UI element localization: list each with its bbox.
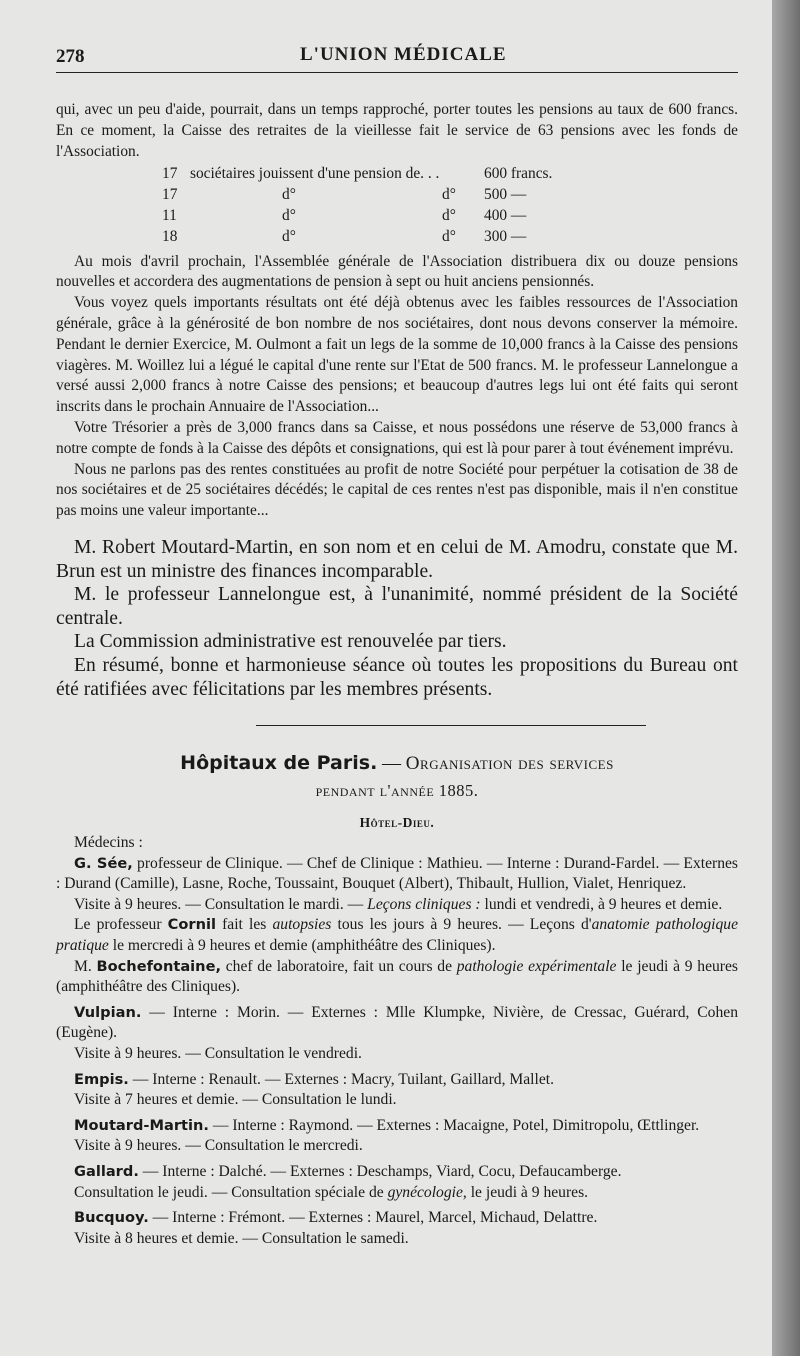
entry-bucquoy: Bucquoy. — Interne : Frémont. — Externes : Maurel, Marcel, Michaud, Delattre.	[74, 1209, 598, 1227]
hotel-dieu-heading: Hôtel-Dieu.	[359, 815, 435, 831]
running-title: L'UNION MÉDICALE	[300, 44, 507, 65]
page-header	[56, 34, 738, 74]
entry-gallard: Gallard. — Interne : Dalché. — Externes : Deschamps, Viard, Cocu, Defaucamberge.	[74, 1163, 622, 1180]
summary-resume: En résumé, bonne et harmonieuse séance où toutes les propositions du Bureau ont été ratifiées avec félicitations par les membres présents.	[56, 654, 738, 700]
pension-row: 17 sociétaires jouissent d'une pension de. . . 600 francs.	[162, 165, 553, 183]
paragraph-tresorier: Votre Trésorier a près de 3,000 francs dans sa Caisse, et nous possédons une réserve de 53,000 francs à notre compte de fonds à la Caisse des dépôts et consignations, qui est là pour parer à tout événement imprévu.	[56, 418, 738, 457]
entry-moutard-martin: Moutard-Martin. — Interne : Raymond. — Externes : Macaigne, Potel, Dimitropolu, Œttlinger.	[74, 1116, 700, 1134]
summary-lannelongue: M. le professeur Lannelongue est, à l'unanimité, nommé président de la Société centrale.	[56, 584, 738, 629]
paragraph-assemblee: Au mois d'avril prochain, l'Assemblée générale de l'Association distribuera dix ou douze pensions nouvelles et accordera des augmentations de pension à sept ou huit anciens pensionnés.	[56, 252, 738, 291]
service-entries	[56, 833, 738, 1249]
entry-vulpian-visit: Visite à 9 heures. — Consultation le vendredi.	[74, 1045, 362, 1063]
hospitals-title: Hôpitaux de Paris. — Organisation des services	[180, 752, 614, 775]
section-divider	[256, 725, 646, 726]
medecins-label: Médecins :	[74, 834, 143, 852]
entry-see: G. Sée, professeur de Clinique. — Chef de Clinique : Mathieu. — Interne : Durand-Fardel. — Externes : Durand (Camille), Lasne, Roche, Toussaint, Bouquet (Albert), Thibault, Hullion, Vialet, Henriquez.	[56, 854, 738, 893]
pension-row: 18 d° d° 300 —	[162, 227, 527, 245]
page-number: 278	[56, 46, 85, 67]
entry-vulpian: Vulpian. — Interne : Morin. — Externes : Mlle Klumpke, Nivière, de Cressac, Guérard, Cohen (Eugène).	[56, 1003, 738, 1042]
entry-bucquoy-visit: Visite à 8 heures et demie. — Consultation le samedi.	[74, 1229, 409, 1247]
entry-cornil: Le professeur Cornil fait les autopsies tous les jours à 9 heures. — Leçons d'anatomie pathologique pratique le mercredi à 9 heures et demie (amphithéâtre des Cliniques).	[56, 916, 739, 955]
entry-see-visit: Visite à 9 heures. — Consultation le mardi. — Leçons cliniques : lundi et vendredi, à 9 heures et demie.	[74, 895, 723, 913]
entry-moutard-visit: Visite à 9 heures. — Consultation le mercredi.	[74, 1137, 363, 1155]
pension-row: 11 d° d° 400 —	[162, 206, 527, 224]
entry-gallard-visit: Consultation le jeudi. — Consultation spéciale de gynécologie, le jeudi à 9 heures.	[74, 1183, 589, 1201]
binding-edge	[772, 0, 800, 1356]
intro-paragraph: qui, avec un peu d'aide, pourrait, dans un temps rapproché, porter toutes les pensions au taux de 600 francs. En ce moment, la Caisse des retraites de la vieillesse fait le service de 63 pensions avec les fonds de l'Association.	[56, 101, 738, 160]
summary-moutard: M. Robert Moutard-Martin, en son nom et en celui de M. Amodru, constate que M. Brun est un ministre des finances incomparable.	[56, 536, 738, 582]
paragraph-rentes: Nous ne parlons pas des rentes constituées au profit de notre Société pour perpétuer la cotisation de 38 de nos sociétaires et de 25 sociétaires décédés; le capital de ces rentes n'est pas disponible, mais il n'en constitue pas moins une valeur importante...	[56, 460, 738, 520]
paragraph-resultats: Vous voyez quels importants résultats ont été déjà obtenus avec les faibles ressources de l'Association générale, grâce à la générosité de bon nombre de nos sociétaires, dont nous devons conserver la mémoire. Pendant le dernier Exercice, M. Oulmont a fait un legs de la somme de 10,000 francs à la Caisse des pensions viagères. M. Woillez lui a légué le capital d'une rente sur l'Etat de 500 francs. M. le professeur Lannelongue a versé aussi 2,000 francs à notre Caisse des pensions; et beaucoup d'autres legs lui ont été faits qui seront inscrits dans le prochain Annuaire de l'Association...	[56, 294, 738, 416]
entry-empis: Empis. — Interne : Renault. — Externes : Macry, Tuilant, Gaillard, Mallet.	[74, 1070, 554, 1088]
hospitals-subtitle: pendant l'année 1885.	[315, 781, 479, 801]
entry-empis-visit: Visite à 7 heures et demie. — Consultation le lundi.	[74, 1091, 397, 1109]
summary-commission: La Commission administrative est renouvelée par tiers.	[74, 631, 507, 653]
entry-bochefontaine: M. Bochefontaine, chef de laboratoire, fait un cours de pathologie expérimentale le jeudi à 9 heures (amphithéâtre des Cliniques).	[56, 957, 738, 996]
pension-table	[162, 164, 738, 247]
header-rule	[56, 72, 738, 73]
pension-row: 17 d° d° 500 —	[162, 186, 527, 204]
